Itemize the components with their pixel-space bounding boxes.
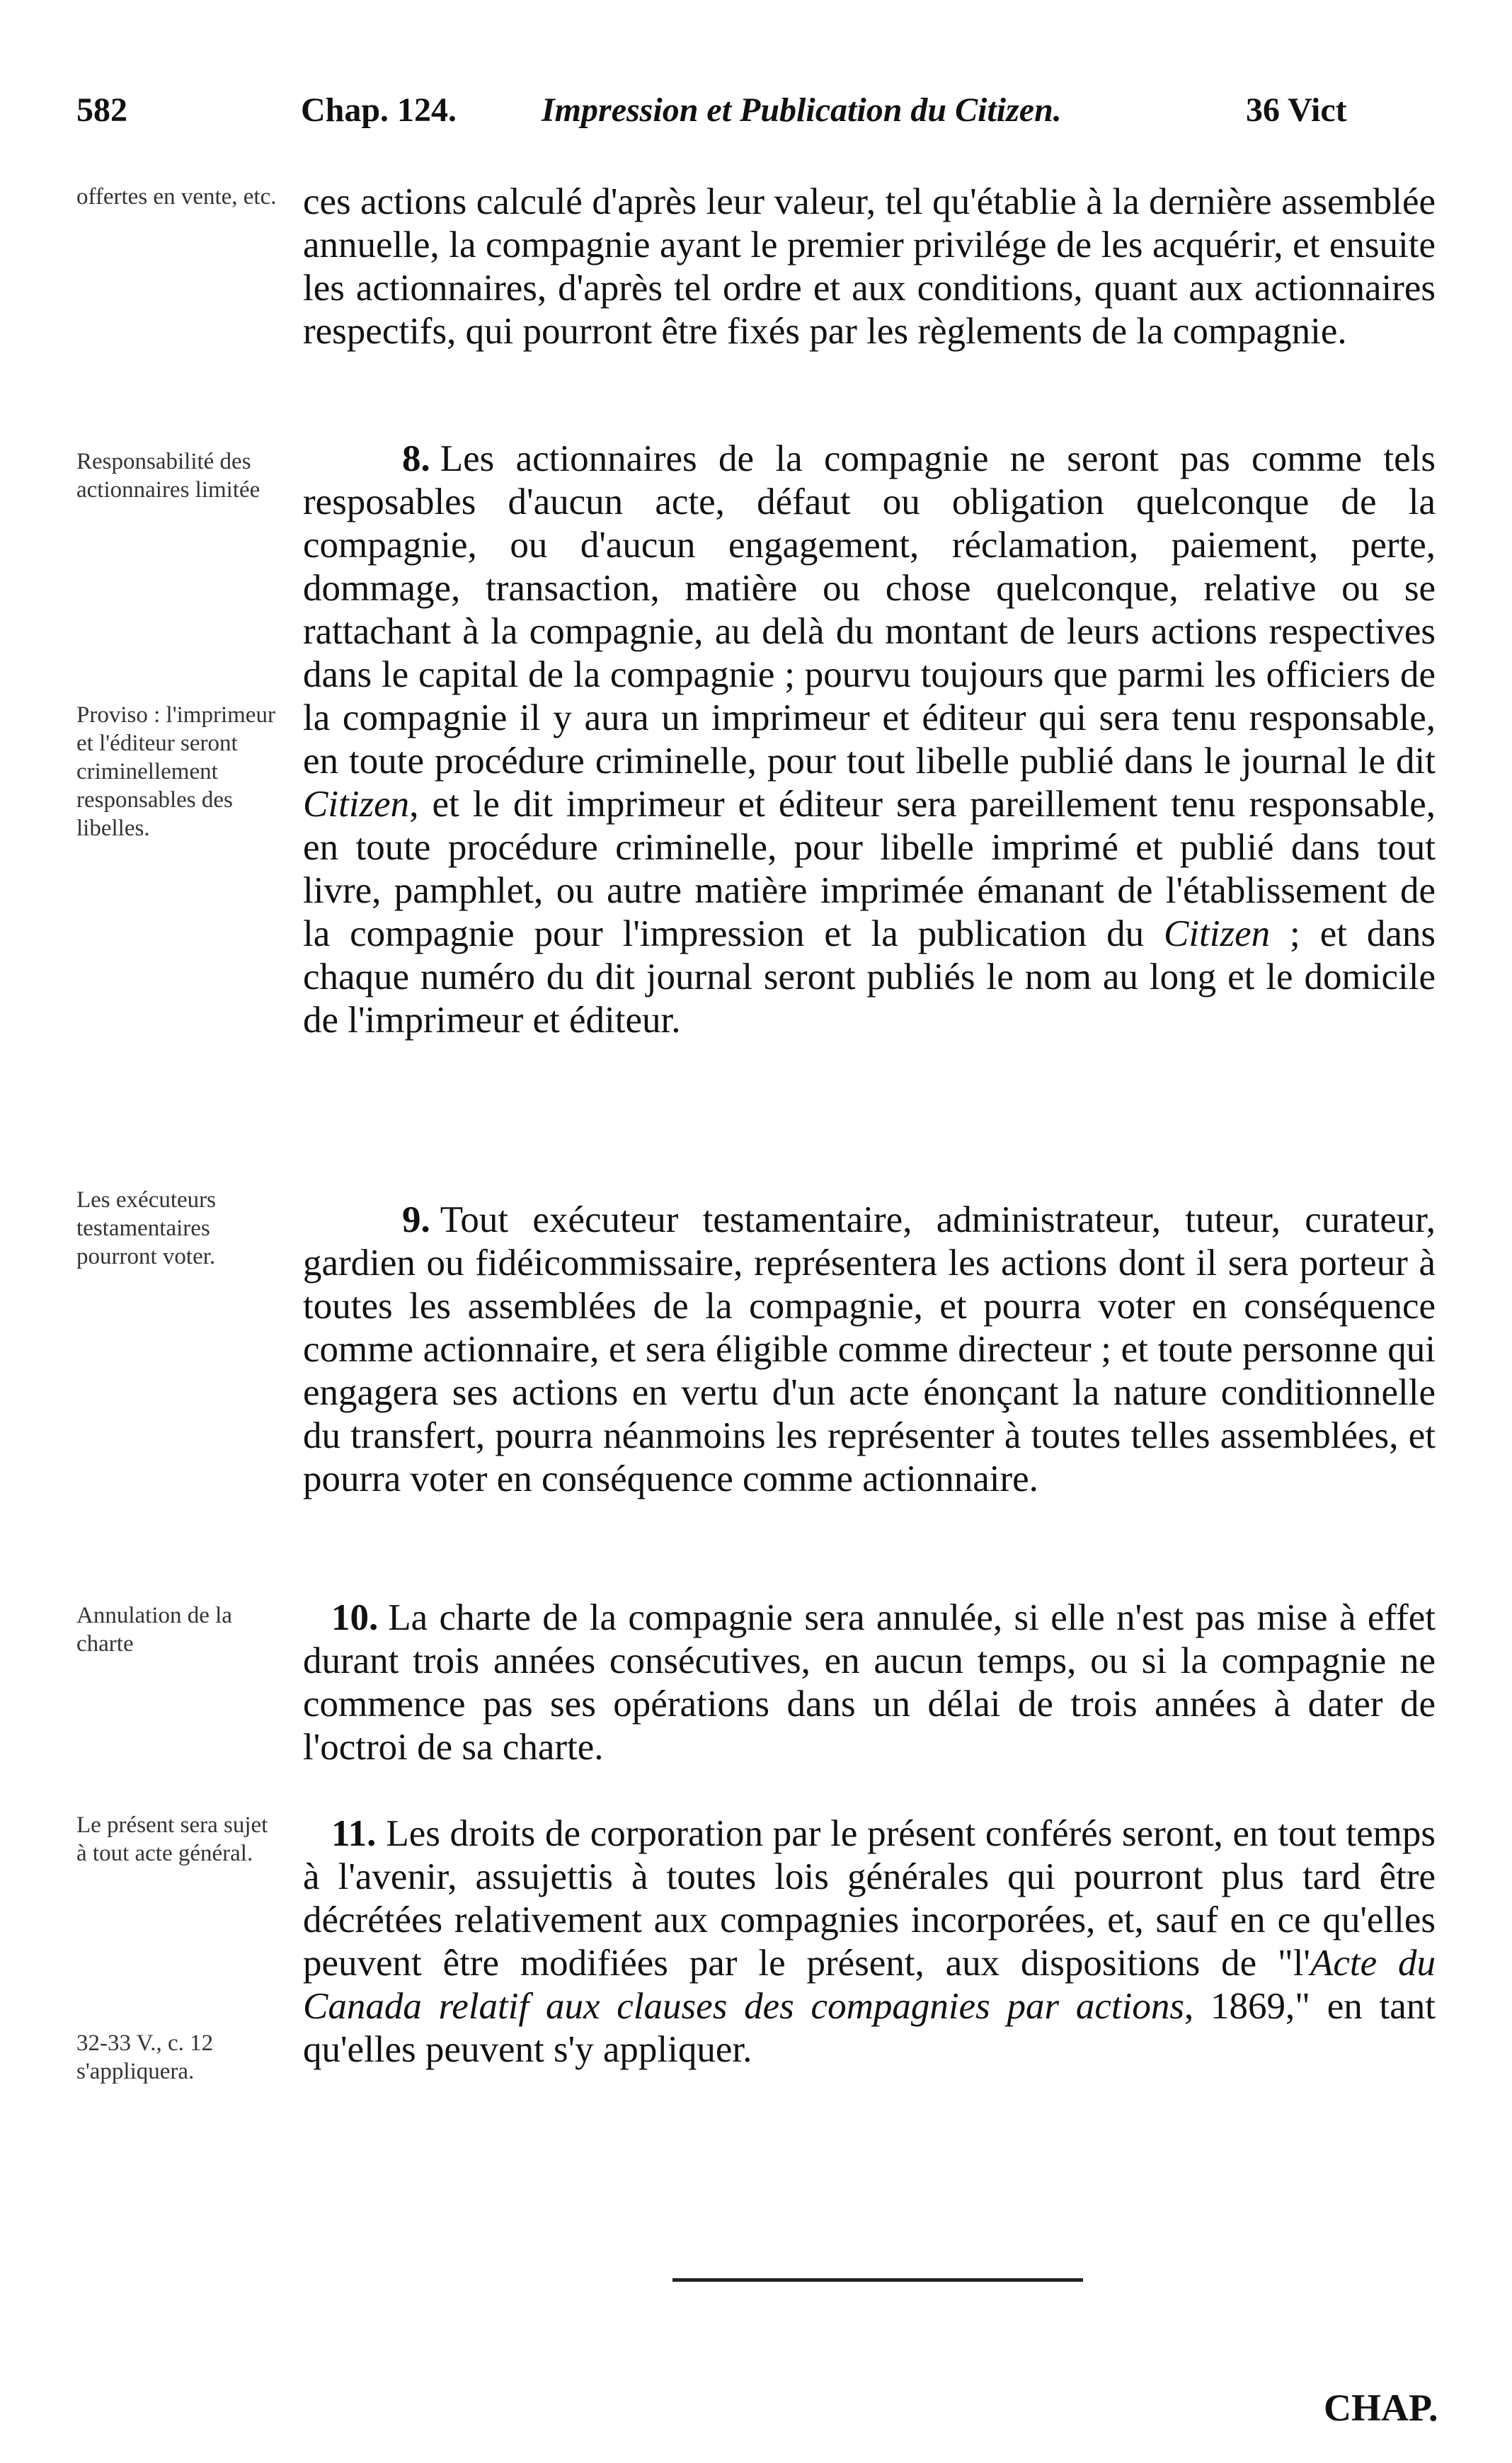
catchword: CHAP. [1324, 2387, 1438, 2429]
margin-note: Les exécuteurs testamentaires pourront voter. [76, 1187, 216, 1269]
section-text: ces actions calculé d'après leur valeur, tel qu'établie à la dernière assemblée annuelle, la compagnie ayant le premier privilége de les acquérir, et ensuite les actionnaires, d'après tel ordre et aux conditions, quant aux actionnaires respectifs, qui pourront être fixés par les règlements de la compagnie. [303, 181, 1436, 352]
running-title: Impression et Publication du Citizen. [542, 91, 1062, 129]
journal-title: Citizen [303, 784, 410, 825]
section-8 [303, 438, 1436, 1042]
margin-note: 32-33 V., c. 12 s'appliquera. [76, 2030, 214, 2084]
margin-note: Le présent sera sujet à tout acte général. [76, 1812, 268, 1866]
section-text: ; et dans chaque numéro du dit journal seront publiés le nom au long et le domicile de l'imprimeur et éditeur. [303, 913, 1436, 1041]
section-number: 8. [402, 438, 430, 479]
section-text: Les actionnaires de la compagnie ne seront pas comme tels resposables d'aucun acte, défaut ou obligation quelconque de la compagnie, ou d'aucun engagement, réclamation, paiement, perte, dommage, transaction, matière ou chose quelconque, relative ou se rattachant à la compagnie, au delà du montant de leurs actions respectives dans le capital de la compagnie ; pourvu toujours que parmi les officiers de la compagnie il y aura un imprimeur et éditeur qui sera tenu responsable, en toute procédure criminelle, pour tout libelle publié dans le journal le dit [303, 438, 1436, 782]
section-number: 10. [331, 1597, 379, 1638]
journal-title: Citizen [1163, 913, 1271, 954]
section-text: Tout exécuteur testamentaire, administrateur, tuteur, curateur, gardien ou fidéicommissaire, représentera les actions dont il sera porteur à toutes les assemblées de la compagnie, et pourra voter en conséquence comme actionnaire, et sera éligible comme directeur ; et toute personne qui engagera ses actions en vertu d'un acte énonçant la nature conditionnelle du transfert, pourra néanmoins les représenter à toutes telles assemblées, et pourra voter en conséquence comme actionnaire. [303, 1199, 1436, 1499]
margin-note: Responsabilité des actionnaires limitée [76, 449, 260, 503]
section-text: , et le dit imprimeur et éditeur sera pareillement tenu responsable, en toute procédure criminelle, pour libelle imprimé et publié dans tout livre, pamphlet, ou autre matière imprimée émanant de l'établissement de la compagnie pour l'impression et la publication du [303, 784, 1436, 954]
section-text: La charte de la compagnie sera annulée, si elle n'est pas mise à effet durant trois années consécutives, en aucun temps, ou si la compagnie ne commence pas ses opérations dans un délai de trois années à dater de l'octroi de sa charte. [303, 1597, 1436, 1768]
margin-note: offertes en vente, etc. [76, 184, 277, 210]
running-header [0, 91, 1512, 140]
section-number: 9. [402, 1199, 430, 1240]
section-10 [303, 1596, 1436, 1769]
section-11 [303, 1812, 1436, 2071]
section-continuation [303, 181, 1436, 353]
margin-note: Annulation de la charte [76, 1603, 232, 1657]
margin-note: Proviso : l'imprimeur et l'éditeur seront criminellement responsables des libelles. [76, 702, 275, 841]
section-text: , 1869," en tant qu'elles peuvent s'y appliquer. [303, 1986, 1436, 2070]
closing-rule [672, 2278, 1083, 2282]
chapter-label: Chap. 124. [301, 91, 457, 129]
page-number: 582 [76, 91, 127, 129]
section-text: Les droits de corporation par le présent conférés seront, en tout temps à l'avenir, assujettis à toutes lois générales qui pourront plus tard être décrétées relativement aux compagnies incorporées, et, sauf en ce qu'elles peuvent être modifiées par le présent, aux dispositions de "l' [303, 1813, 1436, 1984]
section-number: 11. [331, 1813, 377, 1854]
act-title: Acte du Canada relatif aux clauses des compagnies par actions [303, 1943, 1436, 2027]
section-9 [303, 1199, 1436, 1501]
regnal-year: 36 Vict [1246, 91, 1347, 129]
